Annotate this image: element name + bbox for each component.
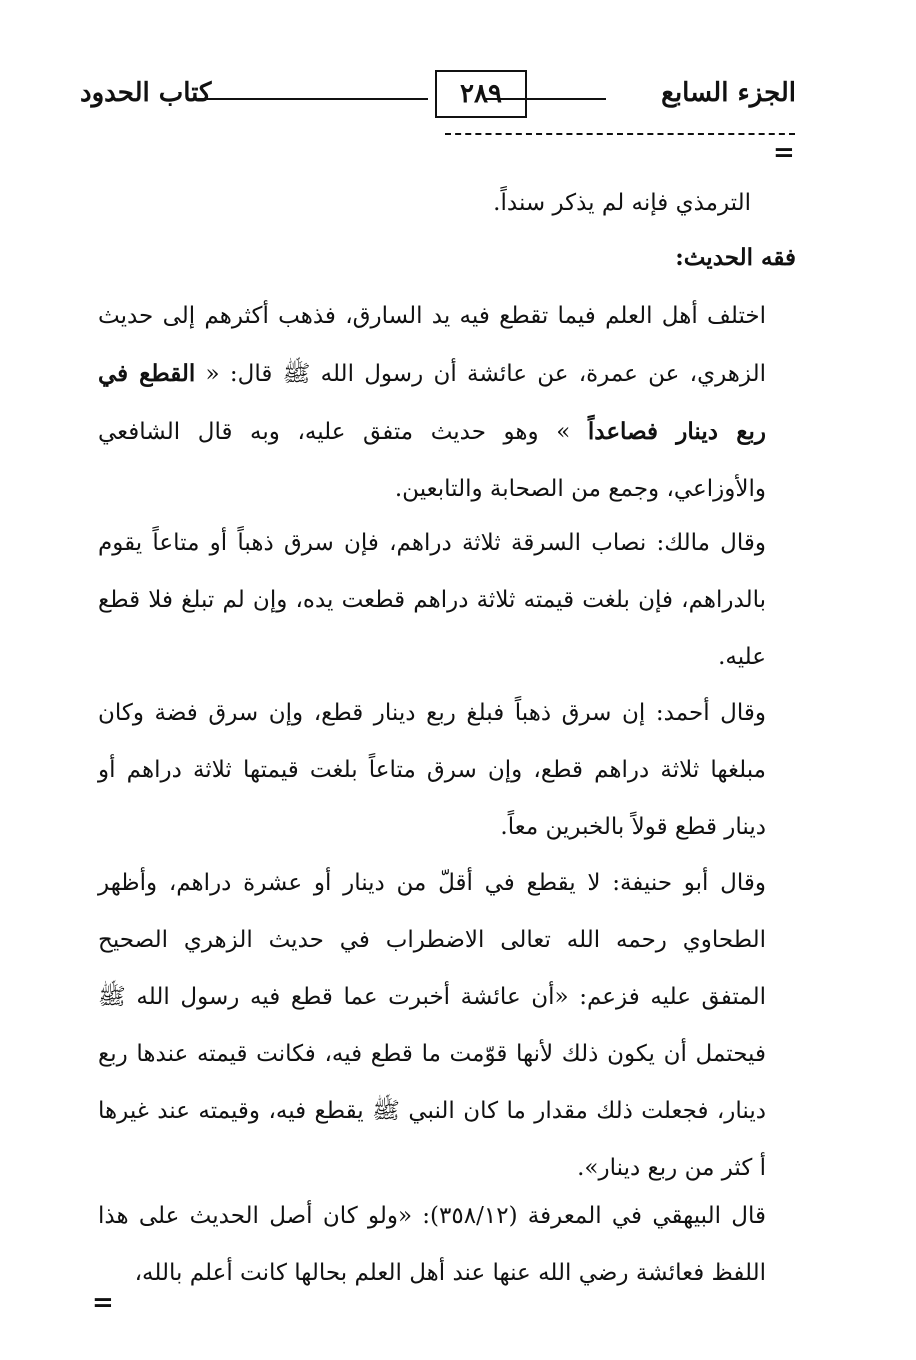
continuation-mark: = [92,1288,114,1318]
page-number: ٢٨٩ [435,70,527,118]
paragraph-text: اختلف أهل العلم فيما تقطع فيه يد السارق، فذهب أكثرهم إلى حديث الزهري، عن عمرة، عن عائشة أن رسول الله ﷺ قال: « [98,303,766,387]
paragraph: قال البيهقي في المعرفة (٣٥٨/١٢): «ولو كان أصل الحديث على هذا اللفظ فعائشة رضي الله عنها عند أهل العلم بحالها كانت أعلم بالله، [98,1203,767,1286]
paragraph [98,288,766,518]
continuation-text: الترمذي فإنه لم يذكر سنداً. [493,190,751,216]
paragraph: وقال أبو حنيفة: لا يقطع في أقلّ من دينار أو عشرة دراهم، وأظهر الطحاوي رحمه الله تعالى الاضطراب في حديث الزهري الصحيح المتفق عليه فزعم: «أن عائشة أخبرت عما قطع فيه رسول الله ﷺ فيحتمل أن يكون ذلك لأنها قوّمت ما قطع فيه، فكانت قيمته عندها ربع دينار، فجعلت ذلك مقدار ما كان النبي ﷺ يقطع فيه، وقيمته عند غيرها أ كثر من ربع دينار». [98,870,766,1181]
paragraph: وقال أحمد: إن سرق ذهباً فبلغ ربع دينار قطع، وإن سرق فضة وكان مبلغها ثلاثة دراهم قطع، وإن سرق متاعاً بلغت قيمتها ثلاثة دراهم أو دينار قطع قولاً بالخبرين معاً. [98,700,766,840]
header-rule [198,98,428,100]
volume-label: الجزء السابع [661,78,796,108]
book-title: كتاب الحدود [80,78,212,108]
section-heading: فقه الحديث: [675,244,796,271]
continuation-mark: = [773,138,795,168]
paragraph: وقال مالك: نصاب السرقة ثلاثة دراهم، فإن سرق ذهباً أو متاعاً يقوم بالدراهم، فإن بلغت قيمته ثلاثة دراهم قطعت يده، وإن لم تبلغ فلا قطع عليه. [98,530,766,670]
dashed-divider [445,133,795,135]
running-header [80,70,796,120]
paragraph-text: » وهو حديث متفق عليه، وبه قال الشافعي والأوزاعي، وجمع من الصحابة والتابعين. [98,419,766,502]
hadith-quote: القطع في ربع دينار فصاعداً [98,360,766,445]
